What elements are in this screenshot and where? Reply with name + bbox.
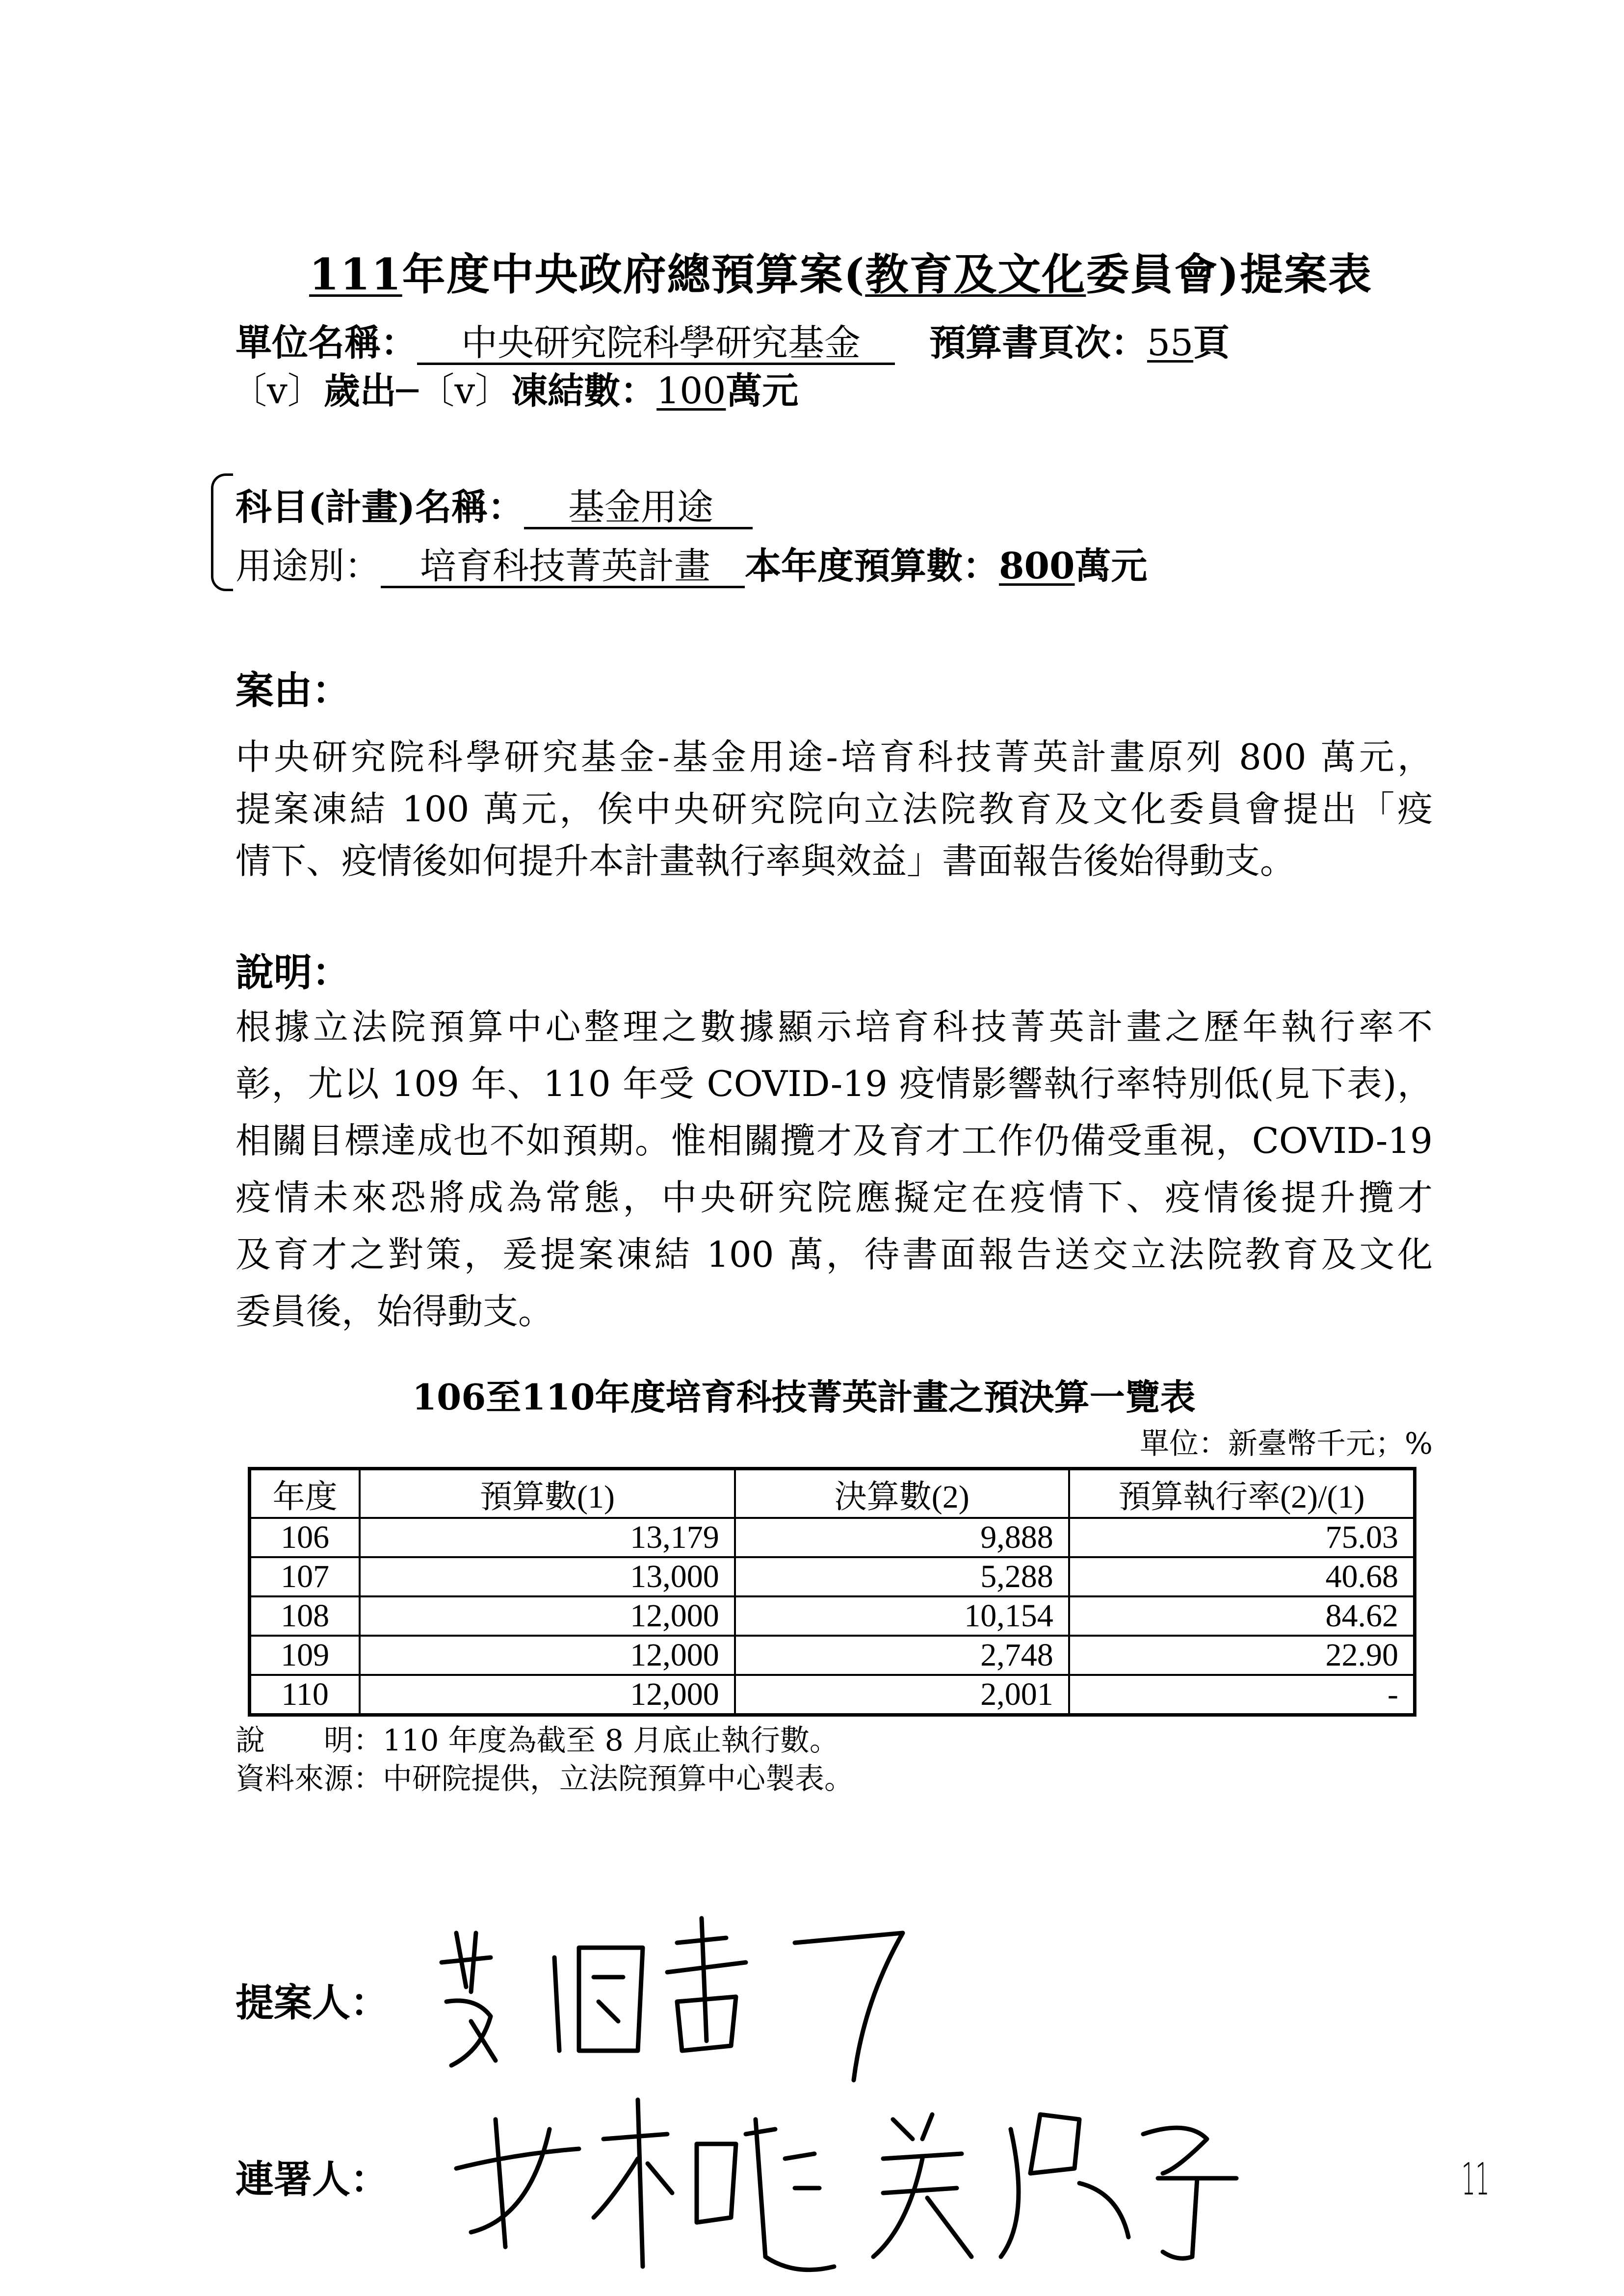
explanation-paragraph: 根據立法院預算中心整理之數據顯示培育科技菁英計畫之歷年執行率不 彰，尤以 109 年、110 年受 COVID-19 疫情影響執行率特別低(見下表)， 相關目標達成也不如預期。惟相關攬才及育才工作仍備受重視，COVID-19 疫情未來恐將成為常態，中央研究院應擬定在疫情下、疫情後提升攬才 及育才之對策，爰提案凍結 100 萬，待書面報告送交立法院教育及文化 委員後，始得動支。 bbox=[236, 1006, 1433, 1332]
reason-heading: 案由： bbox=[236, 668, 351, 713]
table-source: 資料來源：中研院提供，立法院預算中心製表。 bbox=[236, 1762, 854, 1796]
usage-name: 培育科技菁英計畫 bbox=[381, 548, 745, 588]
unit-line: 單位名稱： 中央研究院科學研究基金 預算書頁次：55頁 bbox=[236, 322, 1230, 364]
reason-paragraph: 中央研究院科學研究基金-基金用途-培育科技菁英計畫原列 800 萬元， 提案凍結 100 萬元，俟中央研究院向立法院教育及文化委員會提出「疫 情下、疫情後如何提升本計畫執行率與效益」書面報告後始得動支。 bbox=[236, 736, 1433, 882]
page-number: 11 bbox=[1461, 2154, 1490, 2205]
subject-line: 科目(計畫)名稱： 基金用途 bbox=[236, 478, 753, 530]
header-rate: 預算執行率(2)/(1) bbox=[1069, 1469, 1415, 1518]
bracket-divider bbox=[211, 473, 233, 591]
table-note: 說 明：110 年度為截至 8 月底止執行數。 bbox=[236, 1723, 839, 1758]
table-row: 108 12,000 10,154 84.62 bbox=[250, 1596, 1415, 1636]
freeze-amount: 100 bbox=[656, 370, 726, 412]
checkbox-expenditure: 〔v〕 bbox=[231, 370, 324, 412]
table-row: 106 13,179 9,888 75.03 bbox=[250, 1518, 1415, 1557]
header-budget: 預算數(1) bbox=[360, 1469, 735, 1518]
checkbox-freeze: 〔v〕 bbox=[418, 370, 512, 412]
explanation-heading: 說明： bbox=[236, 950, 351, 995]
table-row: 109 12,000 2,748 22.90 bbox=[250, 1636, 1415, 1675]
usage-line: 用途別： 培育科技菁英計畫 本年度預算數：800萬元 bbox=[236, 545, 1148, 587]
cosigner-label: 連署人： bbox=[236, 2157, 389, 2202]
subject-name: 基金用途 bbox=[524, 489, 753, 529]
document-title: 111年度中央政府總預算案(教育及文化委員會)提案表 bbox=[309, 249, 1372, 300]
table-row: 107 13,000 5,288 40.68 bbox=[250, 1557, 1415, 1596]
cosigner-signature bbox=[442, 2070, 1276, 2286]
freeze-line: 〔v〕歲出─〔v〕凍結數：100萬元 bbox=[231, 370, 799, 412]
unit-name: 中央研究院科學研究基金 bbox=[417, 324, 895, 365]
page-number-ref: 55 bbox=[1147, 322, 1194, 364]
table-row: 110 12,000 2,001 - bbox=[250, 1675, 1415, 1715]
table-header-row bbox=[250, 1469, 1415, 1518]
budget-table bbox=[248, 1467, 1416, 1717]
proposer-label: 提案人： bbox=[236, 1981, 389, 2025]
header-final: 決算數(2) bbox=[735, 1469, 1069, 1518]
table-title: 106至110年度培育科技菁英計畫之預決算一覽表 bbox=[412, 1376, 1196, 1418]
table-unit: 單位：新臺幣千元；% bbox=[1139, 1427, 1433, 1461]
budget-amount: 800 bbox=[999, 545, 1075, 587]
header-year: 年度 bbox=[250, 1469, 360, 1518]
